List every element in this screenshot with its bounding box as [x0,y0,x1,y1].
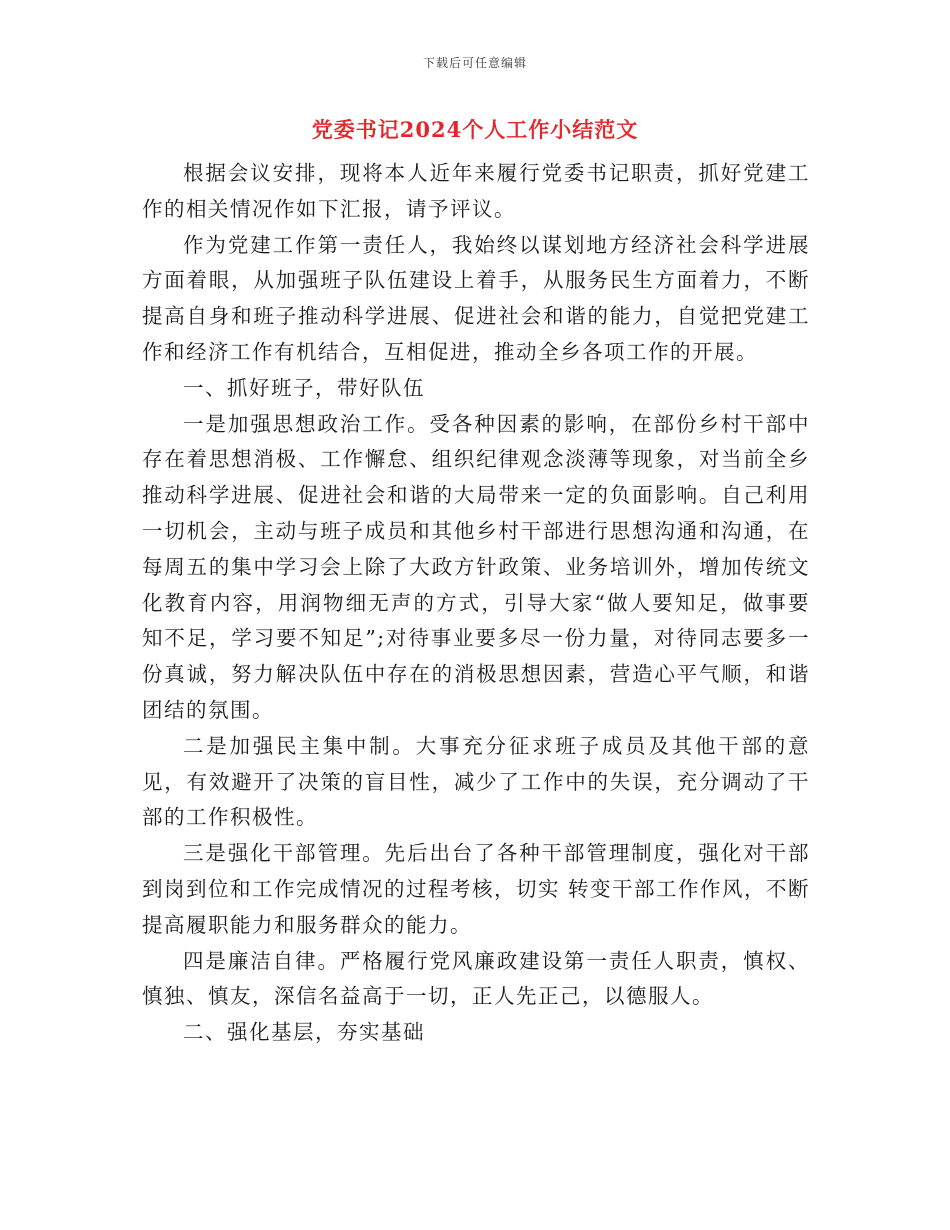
document-title: 党委书记2024个人工作小结范文 [311,117,639,142]
paragraph-intro: 根据会议安排，现将本人近年来履行党委书记职责，抓好党建工作的相关情况作如下汇报，请予评议。 [142,161,810,221]
header-note: 下载后可任意编辑 [422,56,527,70]
paragraph-political-work: 一是加强思想政治工作。受各种因素的影响，在部份乡村干部中存在着思想消极、工作懈怠、组织纪律观念淡薄等现象，对当前全乡推动科学进展、促进社会和谐的大局带来一定的负面影响。自己利用一切机会，主动与班子成员和其他乡村干部进行思想沟通和沟通，在每周五的集中学习会上除了大政方针政策、业务培训外，增加传统文化教育内容，用润物细无声的方式，引导大家“做人要知足，做事要知不足，学习要不知足”;对待事业要多尽一份力量，对待同志要多一份真诚，努力解决队伍中存在的消极思想因素，营造心平气顺，和谐团结的氛围。 [142,411,810,722]
paragraph-responsibility: 作为党建工作第一责任人，我始终以谋划地方经济社会科学进展方面着眼，从加强班子队伍建设上着手，从服务民生方面着力，不断提高自身和班子推动科学进展、促进社会和谐的能力，自觉把党建工作和经济工作有机结合，互相促进，推动全乡各项工作的开展。 [142,232,810,364]
section-heading-2: 二、强化基层，夯实基础 [183,1020,425,1045]
paragraph-democratic-centralism: 二是加强民主集中制。大事充分征求班子成员及其他干部的意见，有效避开了决策的盲目性，减少了工作中的失误，充分调动了干部的工作积极性。 [142,733,810,830]
paragraph-cadre-management: 三是强化干部管理。先后出台了各种干部管理制度，强化对干部到岗到位和工作完成情况的过程考核，切实 转变干部工作作风，不断提高履职能力和服务群众的能力。 [142,841,811,937]
section-heading-1: 一、抓好班子，带好队伍 [183,375,425,400]
document-body [142,156,810,1051]
paragraph-integrity: 四是廉洁自律。严格履行党风廉政建设第一责任人职责，慎权、慎独、慎友，深信名益高于一切，正人先正己，以德服人。 [142,948,810,1009]
